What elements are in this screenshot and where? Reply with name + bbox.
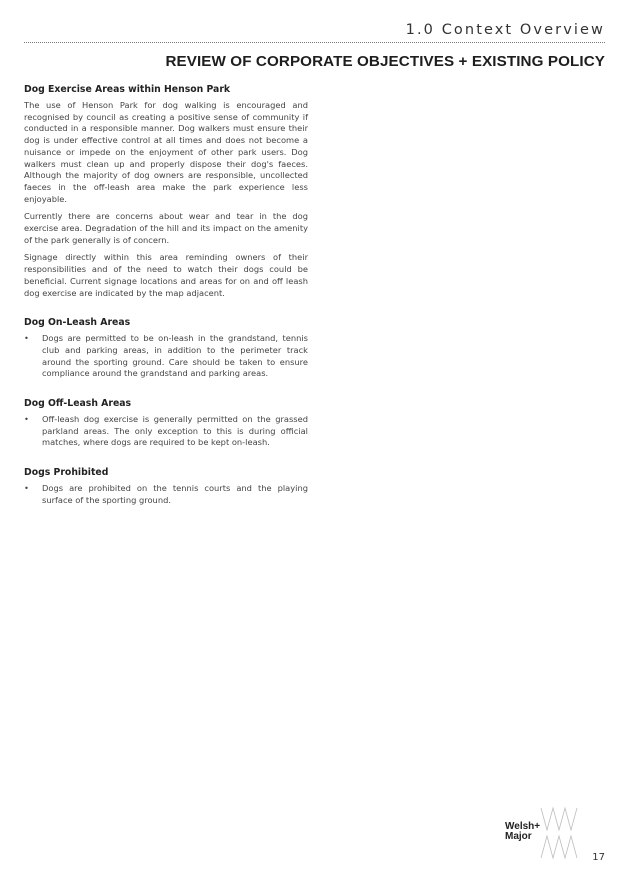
logo-line-1: Welsh+ [505, 821, 541, 832]
paragraph: Currently there are concerns about wear and tear in the dog exercise area. Degradation of the hill and its impact on the amenity of the park generally is of concern. [24, 211, 308, 245]
bullet-marker: • [24, 414, 29, 425]
paragraph: The use of Henson Park for dog walking is encouraged and recognised by council as creating a positive sense of community if conducted in a responsible manner. Dog walkers must ensure their dog is under effective control at all times and does not become a nuisance or impede on the enjoyment of other park users. Dog walkers must clean up and properly dispose their dog's faeces. Although the majority of dog owners are responsible, uncollected faeces in the off-leash area make the park experience less enjoyable. [24, 100, 308, 204]
bullet-item [24, 414, 308, 449]
main-content [24, 84, 308, 525]
section-dog-off-leash-areas [24, 398, 308, 449]
section-title: REVIEW OF CORPORATE OBJECTIVES + EXISTING POLICY [165, 53, 605, 70]
section-dogs-prohibited [24, 467, 308, 506]
bullet-marker: • [24, 333, 29, 344]
bullet-marker: • [24, 483, 29, 494]
section-heading: Dogs Prohibited [24, 467, 109, 479]
section-dog-on-leash-areas [24, 317, 308, 380]
bullet-text: Dogs are permitted to be on-leash in the grandstand, tennis club and parking areas, in addition to the perimeter track around the sporting ground. Care should be taken to ensure compliance around the grandstand and parking areas. [42, 333, 308, 379]
header-dotted-divider [24, 42, 605, 43]
bullet-item [24, 483, 308, 506]
page-number: 17 [592, 852, 605, 863]
paragraph: Signage directly within this area reminding owners of their responsibilities and of the need to watch their dogs could be beneficial. Current signage locations and areas for on and off leash dog exercise are indicated by the map adjacent. [24, 252, 308, 298]
logo-wordmark [505, 822, 540, 842]
welsh-major-logo [505, 806, 579, 861]
section-dog-exercise-areas [24, 84, 308, 299]
logo-line-2: Major [505, 831, 532, 842]
bullet-text: Off-leash dog exercise is generally permitted on the grassed parkland areas. The only exception to this is during official matches, where dogs are required to be kept on-leash. [42, 414, 308, 448]
bullet-item [24, 333, 308, 380]
section-heading: Dog On-Leash Areas [24, 317, 131, 329]
bullet-text: Dogs are prohibited on the tennis courts and the playing surface of the sporting ground. [42, 483, 308, 505]
section-heading: Dog Exercise Areas within Henson Park [24, 84, 231, 95]
section-heading: Dog Off-Leash Areas [24, 398, 132, 410]
chapter-title: 1.0 Context Overview [405, 22, 605, 38]
